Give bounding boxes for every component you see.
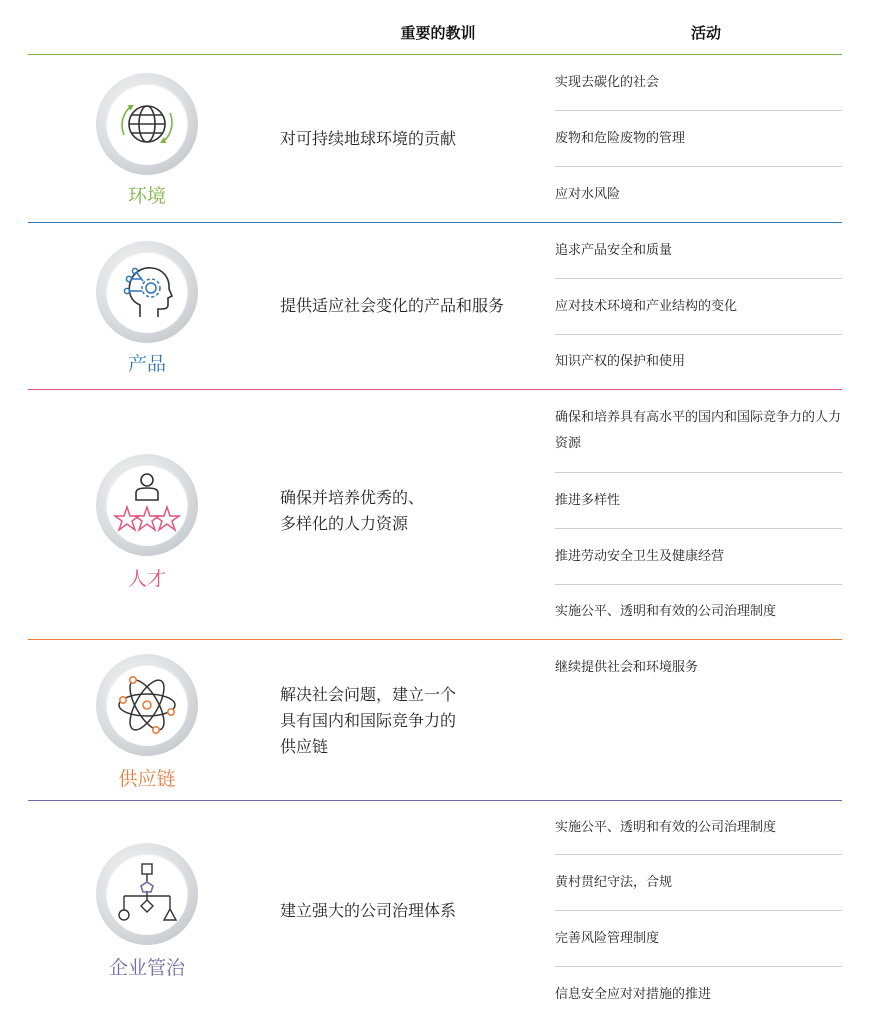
activity-item: 应对水风险: [555, 186, 621, 202]
atom-icon: [106, 664, 188, 746]
activity-item: 知识产权的保护和使用: [555, 354, 686, 369]
section-talent: [28, 390, 842, 639]
category-label: 环境: [127, 185, 166, 207]
lesson-text: [280, 485, 540, 537]
activity-item: 实现去碳化的社会: [555, 55, 842, 111]
activity-item: 实施公平、透明和有效的公司治理制度: [555, 604, 777, 619]
activity-list: [555, 640, 842, 696]
activity-item: 黄村贯纪守法，合规: [555, 855, 842, 911]
lesson-line: 供应链: [280, 737, 329, 756]
lessons-column-header: 重要的教训: [400, 24, 476, 42]
supply-chain-badge: [96, 654, 198, 756]
activity-item: 信息安全应对对措施的推进: [555, 987, 712, 1002]
section-environment: [28, 55, 842, 222]
activity-list: [555, 390, 842, 639]
lesson-line: 确保并培养优秀的、: [280, 488, 425, 507]
lesson-line: 具有国内和国际竞争力的: [280, 711, 457, 730]
org-chart-icon: [106, 853, 188, 935]
talent-badge: [96, 454, 198, 556]
category-label: 产品: [127, 353, 166, 375]
activity-item: 继续提供社会和环境服务: [555, 660, 699, 675]
activities-column-header: 活动: [690, 24, 721, 42]
governance-badge: [96, 843, 198, 945]
activity-item: 应对技术环境和产业结构的变化: [555, 279, 842, 335]
category-label: 企业管治: [108, 957, 185, 979]
activity-item: 实施公平、透明和有效的公司治理制度: [555, 801, 842, 855]
lesson-text: 提供适应社会变化的产品和服务: [280, 296, 505, 315]
lesson-text: [280, 682, 540, 760]
activity-item: 废物和危险废物的管理: [555, 111, 842, 167]
head-gear-icon: [106, 251, 188, 333]
lesson-text: 建立强大的公司治理体系: [280, 901, 457, 920]
lesson-line: 解决社会问题，建立一个: [280, 685, 457, 704]
activity-list: [555, 55, 842, 222]
activity-item: 确保和培养具有高水平的国内和国际竞争力的人力资源: [555, 390, 842, 473]
activity-item: 完善风险管理制度: [555, 911, 842, 967]
lesson-text: 对可持续地球环境的贡献: [280, 129, 457, 148]
section-supply-chain: [28, 640, 842, 800]
table-header: [28, 0, 842, 55]
activity-list: [555, 801, 842, 1023]
environment-badge: [96, 73, 198, 175]
person-stars-icon: [106, 464, 188, 546]
section-product: [28, 223, 842, 389]
category-label: 人才: [127, 568, 166, 590]
activity-item: 推进多样性: [555, 473, 842, 529]
activity-item: 追求产品安全和质量: [555, 223, 842, 279]
activity-list: [555, 223, 842, 389]
activity-item: 推进劳动安全卫生及健康经营: [555, 529, 842, 585]
category-label: 供应链: [118, 768, 176, 790]
section-governance: [28, 801, 842, 1025]
product-badge: [96, 241, 198, 343]
lesson-line: 多样化的人力资源: [280, 514, 409, 533]
globe-icon: [106, 83, 188, 165]
